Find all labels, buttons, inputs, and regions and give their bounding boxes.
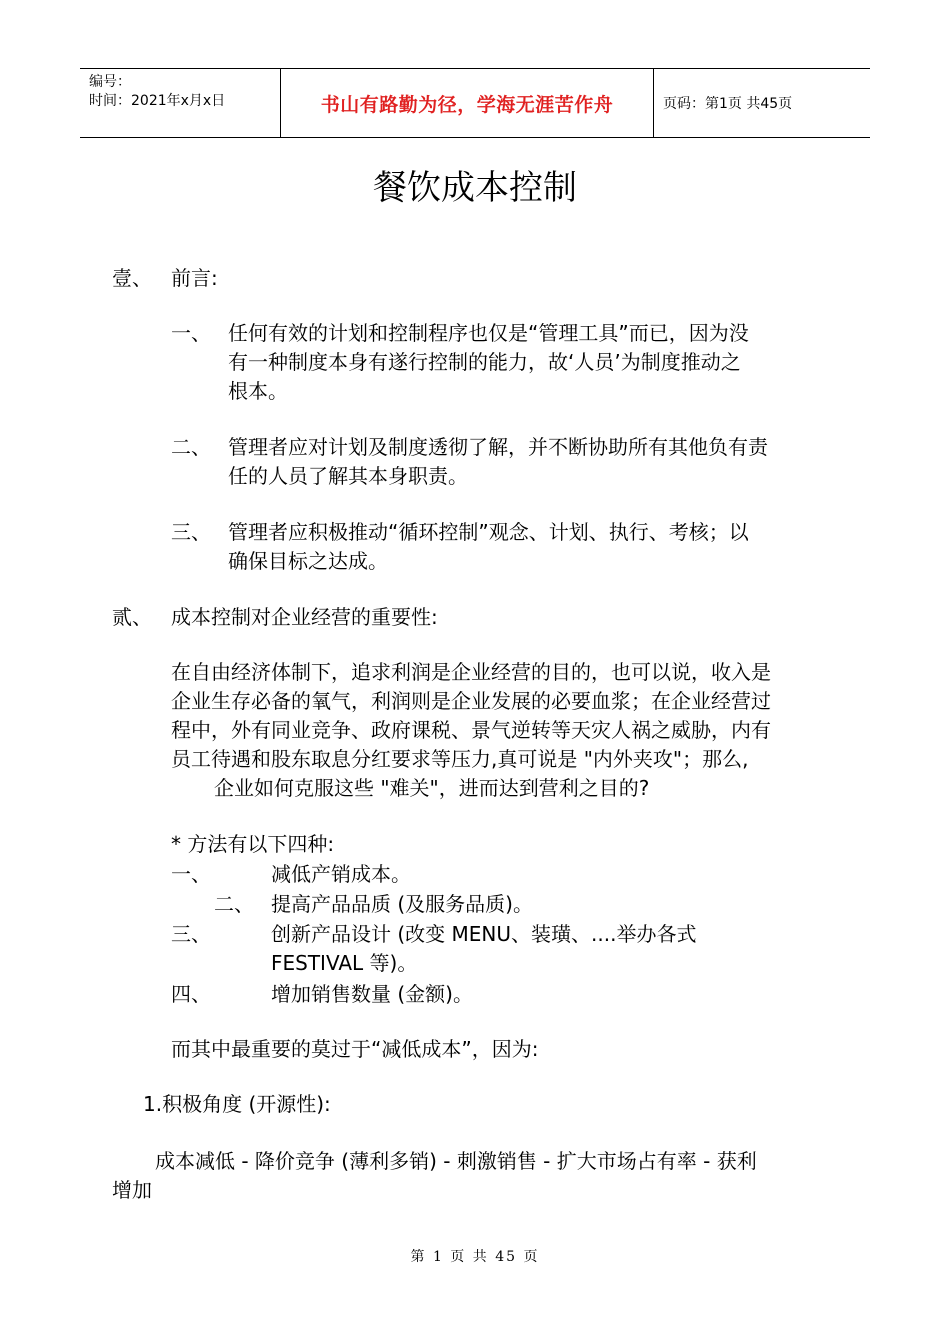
item2-line1: 管理者应对计划及制度透彻了解，并不断协助所有其他负有责 (228, 435, 768, 459)
method3-text-cont: FESTIVAL 等)。 (271, 951, 418, 975)
method4-text: 增加销售数量 (金额)。 (271, 982, 473, 1006)
paragraph-line4: 员工待遇和股东取息分红要求等压力,真可说是 "内外夹攻"；那么, (171, 747, 749, 771)
number-label: 编号： (89, 74, 131, 90)
chain-line2: 增加 (112, 1178, 152, 1202)
methods-intro: * 方法有以下四种: (171, 832, 335, 856)
method3-marker: 三、 (171, 922, 211, 946)
page-footer: 第 1 页 共 45 页 (410, 1249, 540, 1265)
header-meta (80, 69, 281, 137)
chain-line1: 成本减低 - 降价竞争 (薄利多销) - 刺激销售 - 扩大市场占有率 - 获利 (155, 1149, 757, 1173)
item1-line2: 有一种制度本身有遂行控制的能力，故‘人员’为制度推动之 (228, 350, 741, 374)
method1-text: 减低产销成本。 (271, 862, 411, 886)
item2-line2: 任的人员了解其本身职责。 (228, 464, 468, 488)
paragraph-line2: 企业生存必备的氧气，利润则是企业发展的必要血浆；在企业经营过 (171, 689, 771, 713)
header-motto: 书山有路勤为径，学海无涯苦作舟 (320, 93, 614, 116)
paragraph-line3: 程中，外有同业竞争、政府课税、景气逆转等天灾人祸之威胁，内有 (171, 718, 771, 742)
header-motto-cell (281, 69, 654, 137)
section2-heading: 成本控制对企业经营的重要性: (171, 605, 438, 629)
method3-text: 创新产品设计 (改变 MENU、装璜、....举办各式 (271, 922, 697, 946)
conclusion: 而其中最重要的莫过于“减低成本”，因为: (171, 1037, 539, 1061)
item1-line1: 任何有效的计划和控制程序也仅是“管理工具”而已，因为没 (228, 321, 749, 345)
method2-text: 提高产品品质 (及服务品质)。 (271, 892, 533, 916)
item3-marker: 三、 (171, 520, 211, 544)
method1-marker: 一、 (171, 862, 211, 886)
point1-heading: 1.积极角度 (开源性): (143, 1092, 331, 1116)
time-label: 时间：2021年x月x日 (89, 93, 226, 109)
item1-marker: 一、 (171, 321, 211, 345)
paragraph-line5: 企业如何克服这些 "难关"，进而达到营利之目的? (214, 776, 650, 800)
item3-line1: 管理者应积极推动“循环控制”观念、计划、执行、考核；以 (228, 520, 749, 544)
method4-marker: 四、 (171, 982, 211, 1006)
item2-marker: 二、 (171, 435, 211, 459)
paragraph-line1: 在自由经济体制下，追求利润是企业经营的目的，也可以说，收入是 (171, 660, 771, 684)
document-header (80, 68, 870, 138)
method2-marker: 二、 (214, 892, 254, 916)
section2-marker: 贰、 (112, 605, 152, 629)
page-title: 餐饮成本控制 (373, 168, 577, 208)
section1-marker: 壹、 (112, 266, 152, 290)
item1-line3: 根本。 (228, 379, 288, 403)
item3-line2: 确保目标之达成。 (228, 549, 388, 573)
header-page-info: 页码：第1页 共45页 (663, 96, 793, 112)
section1-heading: 前言: (171, 266, 218, 290)
